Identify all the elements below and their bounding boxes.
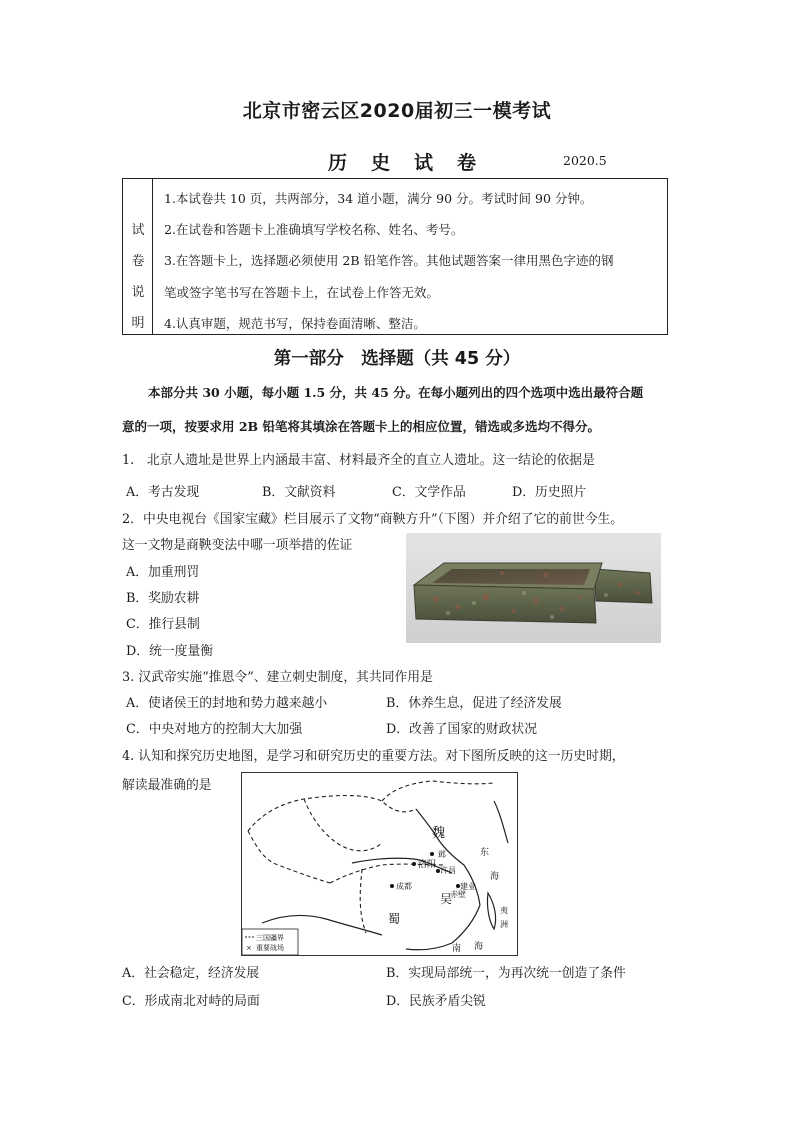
question-4-stem: 解读最准确的是	[122, 778, 212, 793]
legend-text-battle: 重要战场	[256, 944, 284, 952]
question-2-option-a[interactable]: A．加重刑罚	[126, 565, 200, 580]
map-label-chibi: 赤壁	[450, 890, 466, 899]
question-2-stem: 这一文物是商鞅变法中哪一项举措的佐证	[122, 538, 353, 553]
map-label-wei: 魏	[432, 826, 446, 841]
city-dot-ye	[430, 852, 434, 856]
notice-line: 3.在答题卡上，选择题必须使用 2B 铅笔作答。其他试题答案一律用黑色字迹的钢	[164, 253, 614, 268]
border-north	[248, 796, 416, 832]
notice-side-char: 卷	[131, 254, 145, 269]
notice-box	[122, 178, 668, 335]
notice-side-label	[123, 179, 153, 334]
three-kingdoms-map	[241, 772, 518, 956]
map-label-nanhai-1: 南	[452, 944, 462, 954]
city-dot-xuchang	[436, 869, 440, 873]
exam-subtitle: 历史试卷	[328, 152, 501, 174]
question-2-option-b[interactable]: B．奖励农耕	[126, 591, 200, 606]
border-shu-wu	[360, 869, 366, 933]
question-3-option-a[interactable]: A．使诸侯王的封地和势力越来越小	[126, 696, 328, 711]
bronze-vessel-image	[406, 533, 661, 643]
yizhou-island	[487, 893, 495, 929]
question-1-stem: 1. 北京人遗址是世界上内涵最丰富、材料最齐全的直立人遗址。这一结论的依据是	[122, 453, 595, 468]
question-2-option-c[interactable]: C．推行县制	[126, 617, 200, 632]
notice-line: 2.在试卷和答题卡上准确填写学校名称、姓名、考号。	[164, 222, 464, 237]
question-1-option-b[interactable]: B．文献资料	[262, 485, 336, 500]
map-label-luoyang: 洛阳	[418, 860, 437, 870]
border-northeast	[382, 781, 494, 801]
question-2-stem: 2．中央电视台《国家宝藏》栏目展示了文物“商鞅方升”（下图）并介绍了它的前世今生。	[122, 512, 624, 527]
question-2-option-d[interactable]: D．统一度量衡	[126, 644, 214, 659]
question-3-option-b[interactable]: B．休养生息，促进了经济发展	[386, 696, 562, 711]
city-dot-chengdu	[390, 884, 394, 888]
question-4-option-d[interactable]: D．民族矛盾尖锐	[386, 994, 486, 1009]
section-intro: 意的一项，按要求用 2B 铅笔将其填涂在答题卡上的相应位置，错选或多选均不得分。	[122, 419, 600, 434]
question-1-option-d[interactable]: D．历史照片	[512, 485, 587, 500]
map-label-yizhou-2: 洲	[500, 920, 508, 929]
question-3-option-c[interactable]: C．中央对地方的控制大大加强	[126, 722, 303, 737]
coastline-south	[406, 905, 480, 950]
map-label-xuchang: 许昌	[440, 866, 456, 875]
question-3-stem: 3. 汉武帝实施“推恩令”、建立刺史制度，其共同作用是	[122, 670, 433, 685]
section-intro: 本部分共 30 小题，每小题 1.5 分，共 45 分。在每小题列出的四个选项中选出最符合题	[148, 385, 644, 400]
border-inner	[304, 799, 382, 851]
map-label-wu: 吴	[440, 892, 453, 906]
legend-text-border: 三国疆界	[256, 934, 284, 942]
section-heading: 第一部分 选择题（共 45 分）	[273, 349, 521, 369]
east-edge	[494, 801, 508, 843]
notice-line: 笔或签字笔书写在答题卡上，在试卷上作答无效。	[164, 285, 440, 300]
question-4-stem: 4. 认知和探究历史地图，是学习和研究历史的重要方法。对下图所反映的这一历史时期，	[122, 749, 625, 764]
city-dot-luoyang	[412, 862, 416, 866]
notice-side-char: 说	[131, 285, 145, 300]
border-west	[248, 831, 330, 883]
notice-line: 4.认真审题，规范书写，保持卷面清晰、整洁。	[164, 316, 426, 331]
legend-cross-icon: ×	[246, 944, 252, 952]
question-3-option-d[interactable]: D．改善了国家的财政状况	[386, 722, 538, 737]
shang-yang-fangsheng-photo	[406, 533, 661, 643]
exam-date: 2020.5	[563, 153, 607, 168]
map-label-yizhou-1: 夷	[500, 906, 508, 915]
map-label-jianye: 建业	[460, 882, 476, 891]
question-4-option-c[interactable]: C．形成南北对峙的局面	[122, 994, 260, 1009]
map-label-donghai-1: 东	[480, 848, 490, 858]
map-label-yecheng: 邺	[438, 850, 446, 859]
map-label-nanhai-2: 海	[474, 942, 484, 952]
map-label-chengdu: 成都	[396, 882, 412, 891]
map-label-shu: 蜀	[388, 912, 401, 926]
question-4-option-a[interactable]: A．社会稳定，经济发展	[122, 966, 260, 981]
notice-side-char: 试	[131, 223, 145, 238]
question-1-option-c[interactable]: C．文学作品	[392, 485, 466, 500]
exam-title: 北京市密云区2020届初三一模考试	[242, 100, 552, 122]
map-label-donghai-2: 海	[490, 872, 500, 882]
notice-side-char: 明	[131, 316, 145, 331]
map-drawing	[242, 773, 517, 955]
question-4-option-b[interactable]: B．实现局部统一，为再次统一创造了条件	[386, 966, 626, 981]
question-1-option-a[interactable]: A．考古发现	[126, 485, 200, 500]
notice-line: 1.本试卷共 10 页，共两部分，34 道小题，满分 90 分。考试时间 90 分钟。	[164, 191, 593, 206]
city-dot-jianye	[456, 884, 460, 888]
